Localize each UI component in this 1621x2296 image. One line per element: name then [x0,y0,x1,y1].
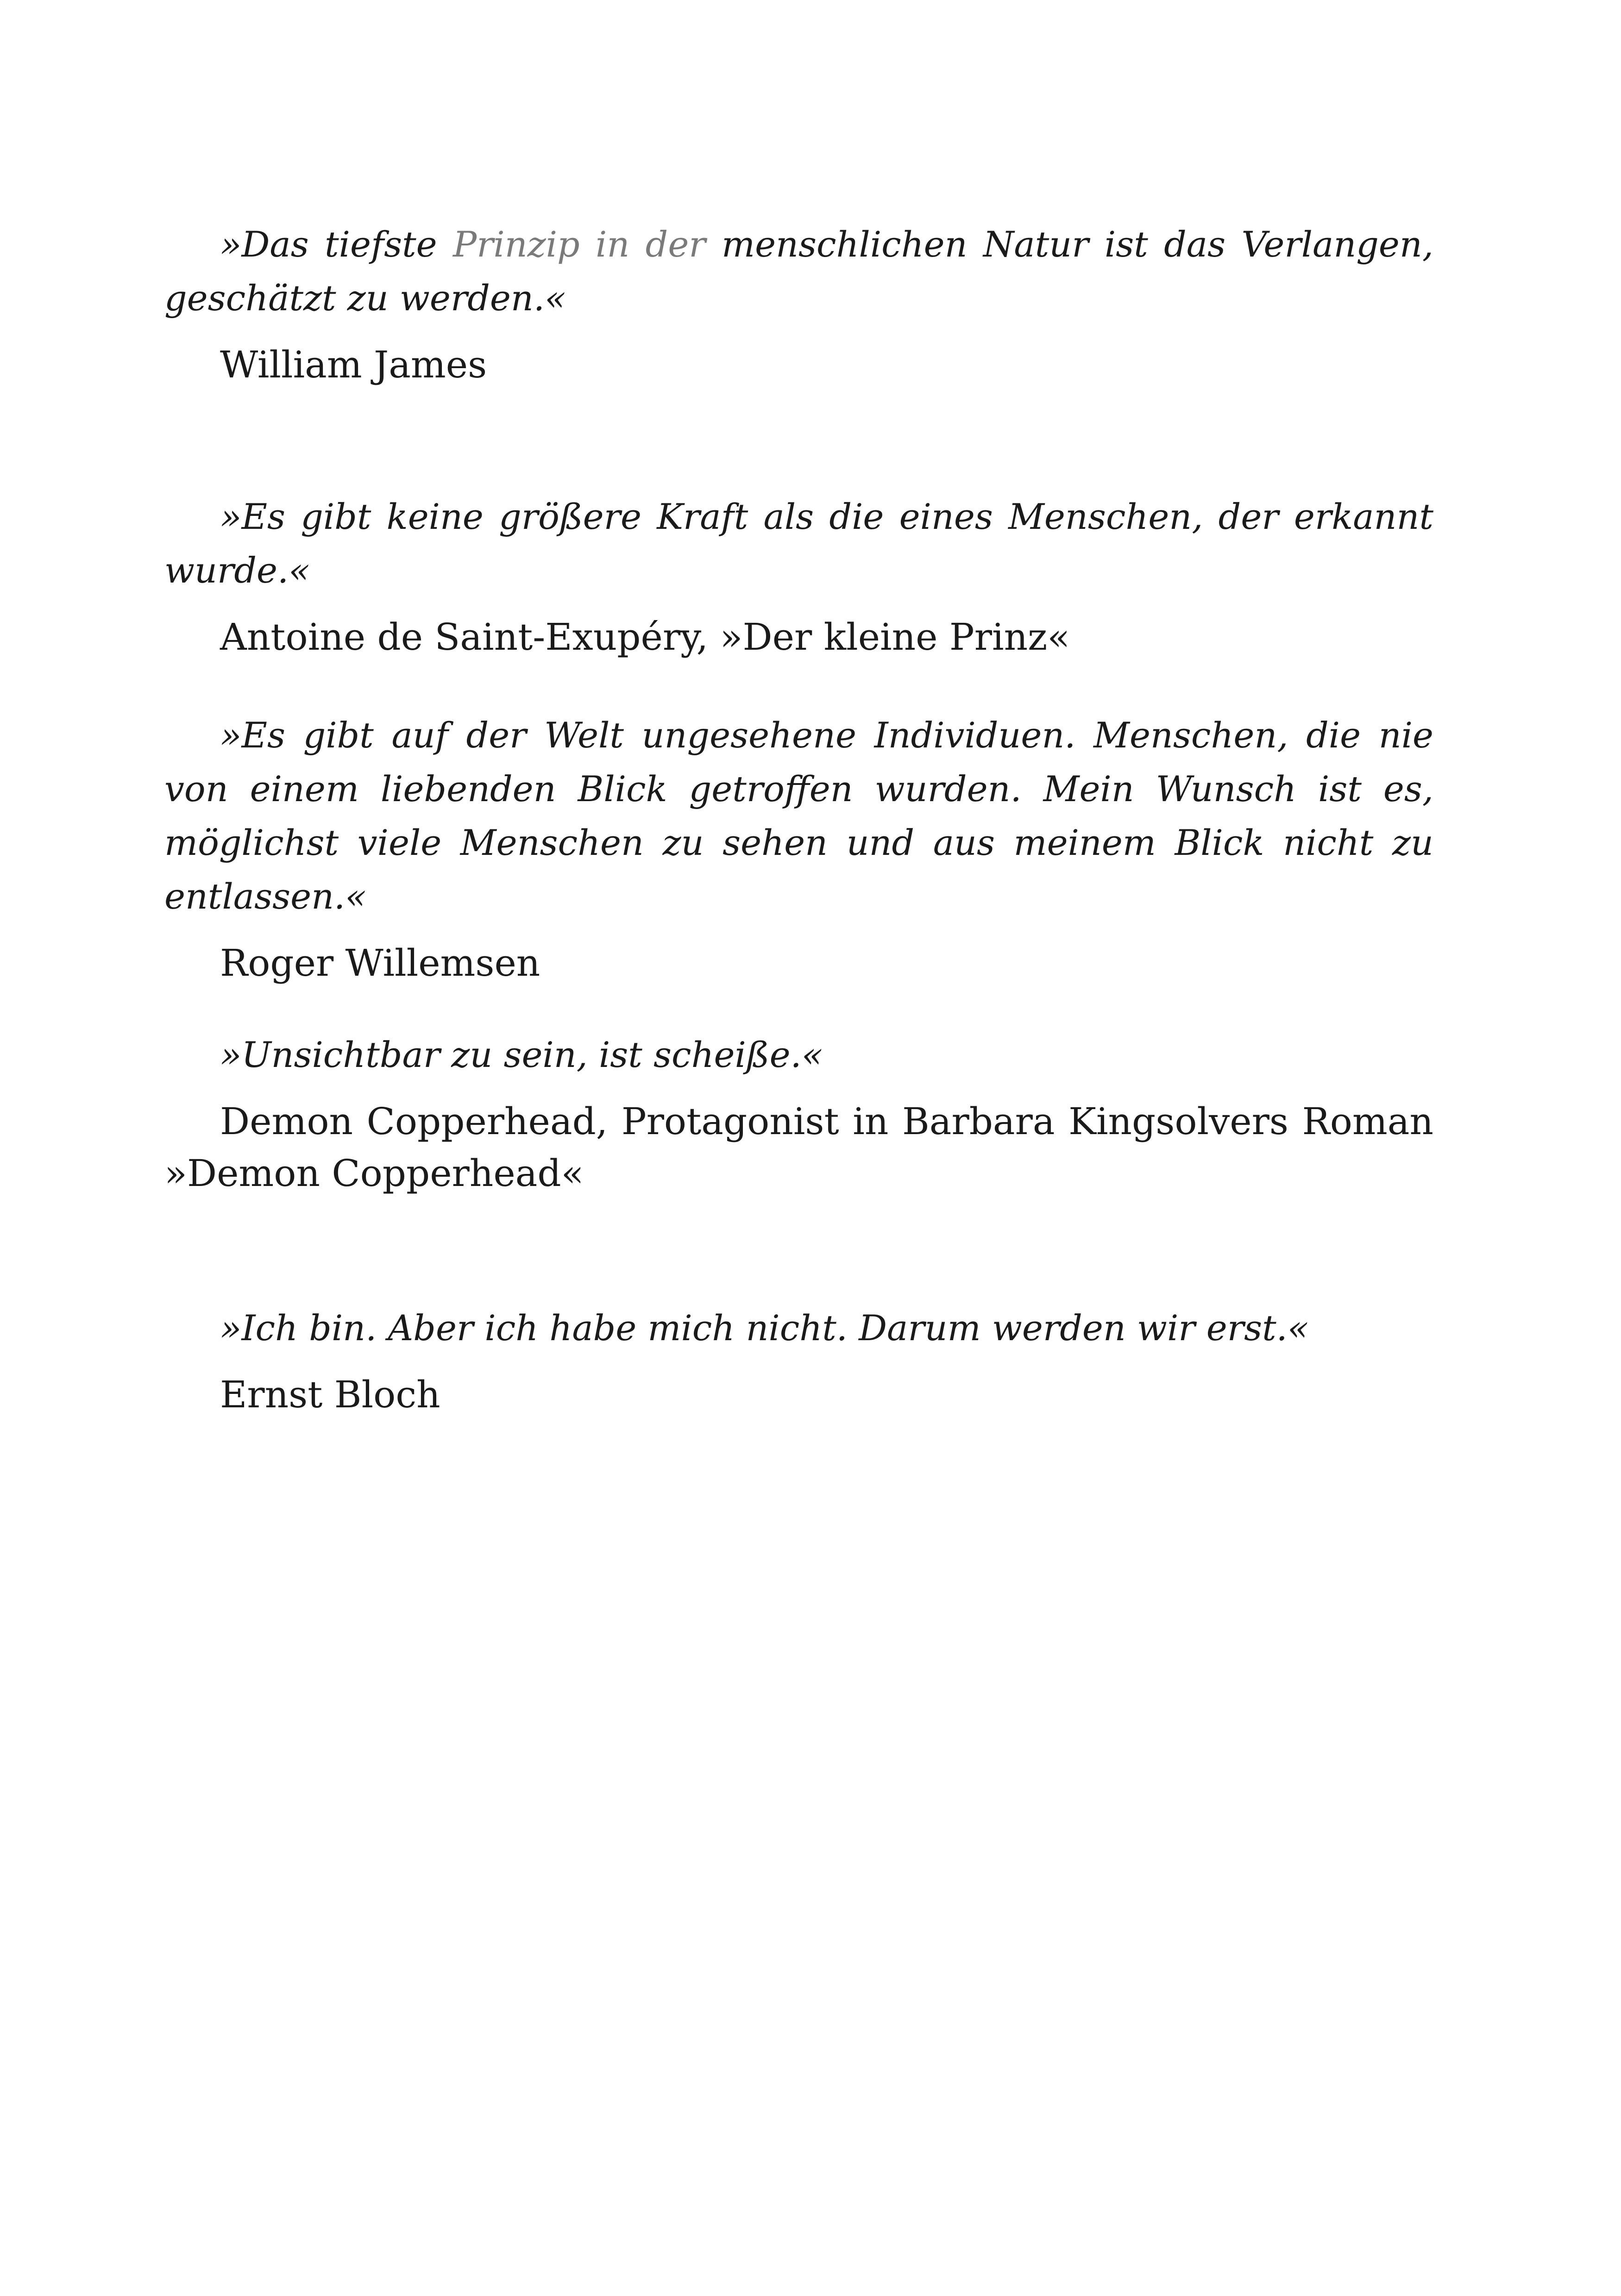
quote-text: »Es gibt auf der Welt ungesehene Individuen. Menschen, die nie von einem liebenden Blick getroffen wurden. Mein Wunsch ist es, möglichst viele Menschen zu sehen und aus meinem Blick nicht zu entlassen.« [164,715,1433,917]
quote-block-2 [164,490,1433,663]
quote-author: Ernst Bloch [220,1373,440,1416]
quote-text [164,218,1433,325]
quote-author: Antoine de Saint-Exupéry, »Der kleine Prinz« [220,615,1070,659]
quote-text: »Es gibt keine größere Kraft als die eines Menschen, der erkannt wurde.« [164,496,1433,591]
quote-author: William James [220,343,487,386]
quote-highlight-text: Prinzip in der [452,224,706,265]
quote-text-part: menschlichen Natur ist das Verlangen, geschätzt zu werden.« [164,224,1433,319]
quote-block-4 [164,1028,1433,1199]
quote-text: »Unsichtbar zu sein, ist scheiße.« [220,1034,823,1075]
quote-text: »Ich bin. Aber ich habe mich nicht. Darum werden wir erst.« [220,1307,1309,1349]
quote-author: Roger Willemsen [220,941,540,985]
quote-block-5 [164,1301,1433,1421]
quote-author: Demon Copperhead, Protagonist in Barbara Kingsolvers Roman »Demon Copperhead« [164,1100,1433,1195]
quote-block-3 [164,709,1433,989]
quote-block-1 [164,218,1433,391]
quote-text-part: »Das tiefste [220,224,453,265]
